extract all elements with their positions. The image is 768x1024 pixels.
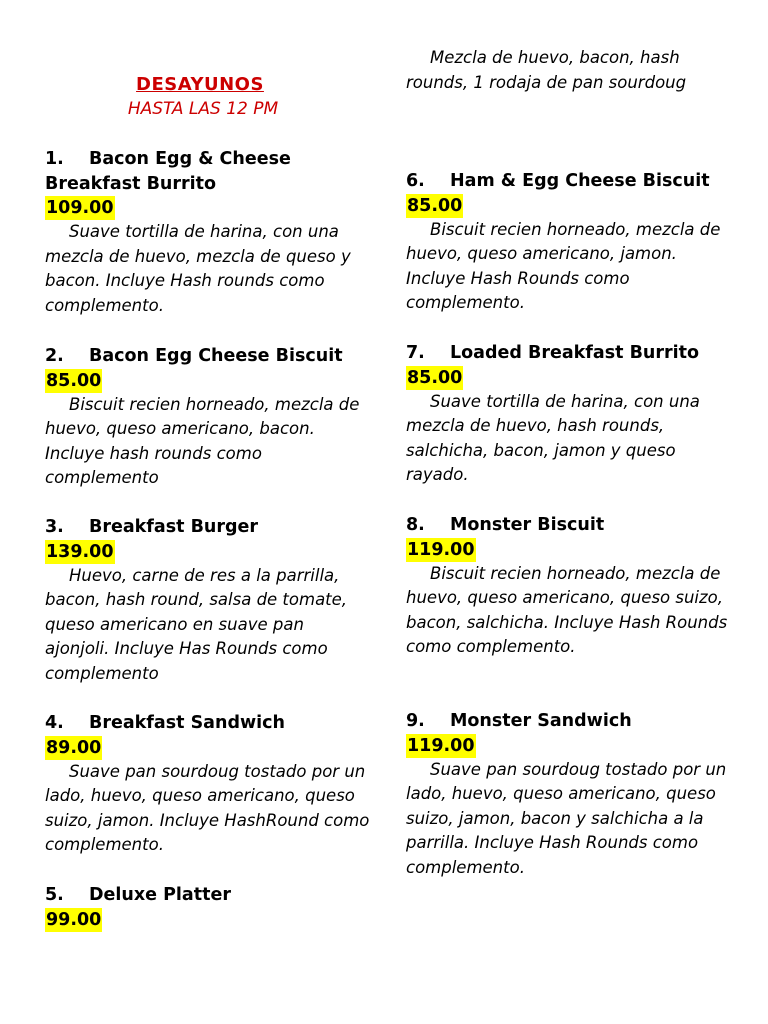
menu-item-5 — [45, 883, 370, 932]
item-name — [406, 513, 731, 538]
item-price: 139.00 — [46, 541, 114, 562]
menu-item-1 — [45, 147, 370, 318]
item-name-text: Breakfast Burger — [89, 517, 259, 537]
item-number: 1. — [45, 149, 64, 169]
item-price: 109.00 — [46, 198, 114, 218]
item-description: Suave tortilla de harina, con una mezcla de huevo, hash rounds, salchicha, bacon, jamon y queso rayado. — [406, 391, 700, 484]
item-description: Suave pan sourdoug tostado por un lado, huevo, queso americano, queso suizo, jamon. Incluye HashRound como complemento. — [45, 761, 370, 854]
item-name — [406, 341, 731, 366]
item-number: 7. — [406, 343, 425, 363]
item-name — [45, 711, 370, 736]
item-name — [406, 169, 731, 194]
menu-item-9 — [406, 709, 731, 880]
menu-item-7 — [406, 341, 731, 488]
item-number: 2. — [45, 346, 64, 366]
item-number: 6. — [406, 171, 425, 191]
item-number: 9. — [406, 711, 425, 731]
continued-description: Mezcla de huevo, bacon, hash rounds, 1 rodaja de pan sourdoug — [406, 48, 687, 92]
menu-item-8 — [406, 513, 731, 660]
item-name-text: Loaded Breakfast Burrito — [450, 343, 700, 363]
item-number: 4. — [45, 713, 64, 733]
item-name-text: Breakfast Sandwich — [89, 713, 285, 733]
item-name — [406, 709, 731, 734]
menu-item-4 — [45, 711, 370, 858]
item-name — [45, 147, 370, 196]
item-name-text: Monster Biscuit — [450, 515, 605, 535]
item-number: 3. — [45, 517, 64, 537]
item-price: 89.00 — [46, 737, 102, 758]
item-price: 85.00 — [407, 195, 463, 216]
item-name — [45, 344, 370, 369]
item-name-text: Monster Sandwich — [450, 711, 632, 731]
item-name-text: Bacon Egg Cheese Biscuit — [89, 346, 343, 366]
menu-subtitle: HASTA LAS 12 PM — [127, 99, 279, 119]
item-name — [45, 515, 370, 540]
item-number: 5. — [45, 885, 64, 905]
item-price: 99.00 — [46, 909, 102, 930]
menu-title: DESAYUNOS — [136, 74, 264, 95]
item-name-text: Ham & Egg Cheese Biscuit — [450, 171, 710, 191]
item-price: 85.00 — [407, 367, 463, 388]
item-description: Huevo, carne de res a la parrilla, bacon, hash round, salsa de tomate, queso americano en suave pan ajonjoli. Incluye Has Rounds como complemento — [45, 565, 348, 683]
menu-item-2 — [45, 344, 370, 491]
item-description: Biscuit recien horneado, mezcla de huevo, queso americano, queso suizo, bacon, salchicha. Incluye Hash Rounds como complemento. — [406, 563, 728, 656]
item-description: Suave pan sourdoug tostado por un lado, huevo, queso americano, queso suizo, jamon, bacon y salchicha a la parrilla. Incluye Hash Rounds como complemento. — [406, 759, 727, 877]
item-number: 8. — [406, 515, 425, 535]
item-description: Biscuit recien horneado, mezcla de huevo, queso americano, jamon. Incluye Hash Rounds como complemento. — [406, 219, 721, 312]
item-name-line2: Breakfast Burrito — [45, 173, 217, 194]
menu-item-6 — [406, 169, 731, 316]
item-name — [45, 883, 370, 908]
item-price: 119.00 — [407, 735, 475, 756]
item-name-line1: Bacon Egg & Cheese — [89, 149, 291, 169]
item-price: 85.00 — [46, 370, 102, 391]
item-description: Suave tortilla de harina, con una mezcla de huevo, mezcla de queso y bacon. Incluye Hash rounds como complemento. — [45, 222, 351, 315]
item-name-text: Deluxe Platter — [89, 885, 231, 905]
menu-item-3 — [45, 515, 370, 686]
item-price: 119.00 — [407, 539, 475, 560]
item-description: Biscuit recien horneado, mezcla de huevo, queso americano, bacon. Incluye hash rounds como complemento — [45, 394, 360, 487]
